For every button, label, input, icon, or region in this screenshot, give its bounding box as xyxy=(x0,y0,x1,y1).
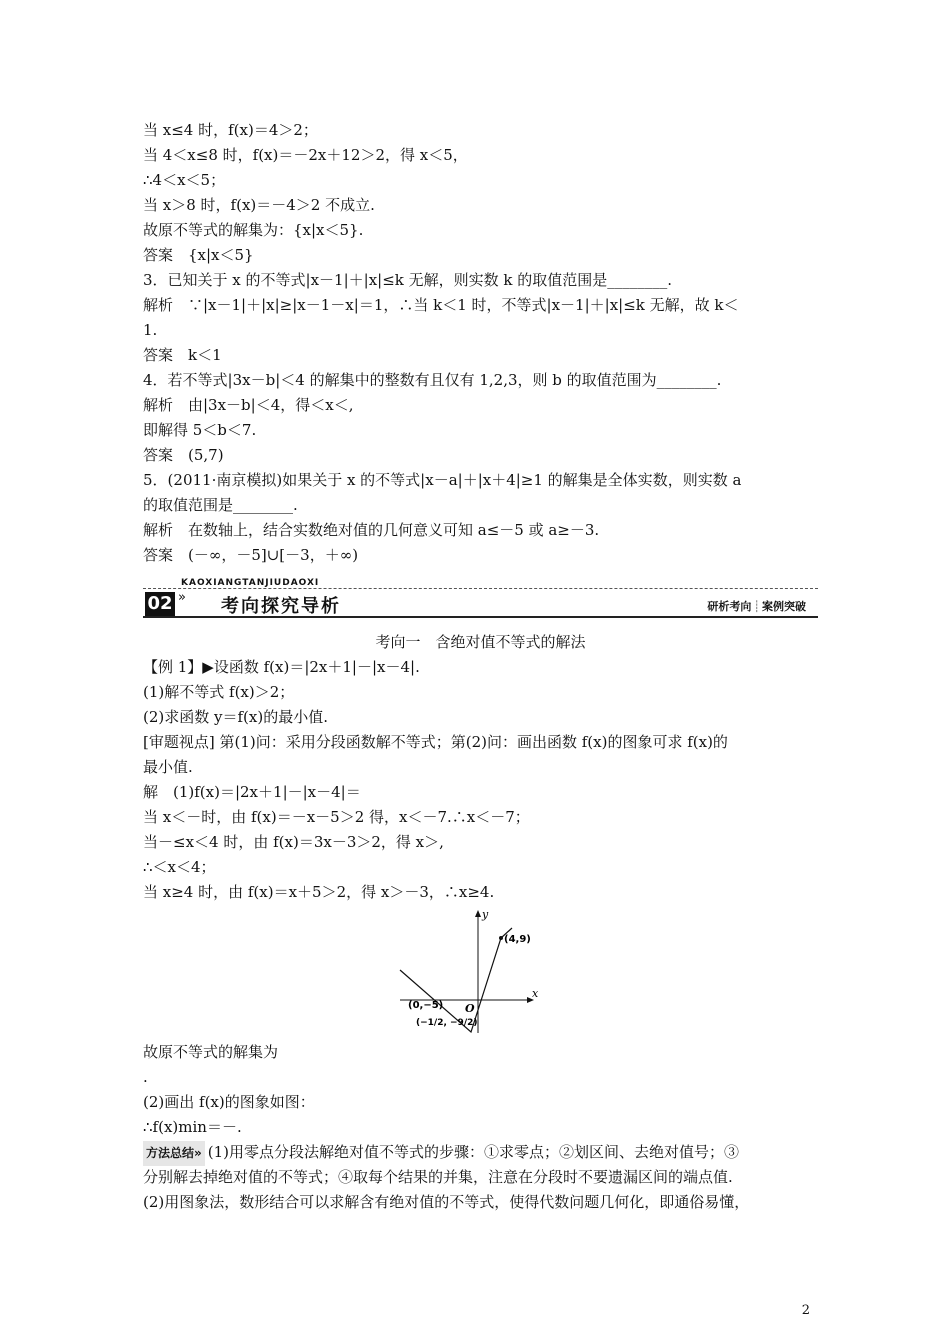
point-label: (4,9) xyxy=(504,934,531,945)
banner-right-label xyxy=(707,598,806,614)
banner-right-right: 案例突破 xyxy=(762,600,806,613)
text-block-example xyxy=(143,655,818,905)
text-line: 即解得 5＜b＜7. xyxy=(143,421,257,439)
example-title: 【例 1】▶设函数 f(x)＝|2x＋1|－|x－4|. xyxy=(143,658,420,676)
text-line: (1)解不等式 f(x)＞2； xyxy=(143,683,295,701)
method-line xyxy=(143,1140,818,1165)
section-banner xyxy=(143,580,818,620)
method-line: (2)用图象法，数形结合可以求解含有绝对值的不等式，使得代数问题几何化，即通俗易懂， xyxy=(143,1193,750,1211)
text-line: 当 x＜－时，由 f(x)＝－x－5＞2 得，x＜－7.∴x＜－7； xyxy=(143,808,530,826)
banner-right-left: 研析考向 xyxy=(707,600,752,613)
question-line: 5．(2011·南京模拟)如果关于 x 的不等式|x－a|＋|x＋4|≥1 的解集是全体实数，则实数 a xyxy=(143,471,742,489)
text-line: 故原不等式的解集为：{x|x＜5}. xyxy=(143,221,364,239)
section-heading: 考向一 含绝对值不等式的解法 xyxy=(375,633,586,651)
point-label: (0,−5) xyxy=(408,1000,444,1011)
text-line: 1. xyxy=(143,321,158,339)
banner-dashed-rule xyxy=(143,588,818,589)
text-line: 的取值范围是________. xyxy=(143,496,298,514)
text-line: 当 4＜x≤8 时，f(x)＝－2x＋12＞2，得 x＜5， xyxy=(143,146,468,164)
graph-line xyxy=(400,928,512,1032)
method-text: (1)用零点分段法解绝对值不等式的步骤：①求零点；②划区间、去绝对值号；③ xyxy=(207,1143,740,1161)
page-number: 2 xyxy=(801,1303,810,1318)
answer-line: 答案 (5,7) xyxy=(143,446,224,464)
text-block-top xyxy=(143,118,818,568)
text-line: [审题视点] 第(1)问：采用分段函数解不等式；第(2)问：画出函数 f(x)的图象可求 f(x)的 xyxy=(143,733,728,751)
text-line: 当 x≥4 时，由 f(x)＝x＋5＞2，得 x＞－3，∴x≥4. xyxy=(143,883,495,901)
text-line: 最小值. xyxy=(143,758,193,776)
text-line: 解析 ∵|x－1|＋|x|≥|x－1－x|＝1，∴当 k＜1 时，不等式|x－1|＋|x|≤k 无解，故 k＜ xyxy=(143,296,739,314)
origin-label: O xyxy=(465,1002,475,1015)
text-line: (2)求函数 y＝f(x)的最小值. xyxy=(143,708,328,726)
y-axis-label: y xyxy=(482,908,489,921)
method-line: 分别解去掉绝对值的不等式；④取每个结果的并集，注意在分段时不要遗漏区间的端点值. xyxy=(143,1168,733,1186)
banner-title: 考向探究导析 xyxy=(221,596,341,617)
answer-line: 答案 k＜1 xyxy=(143,346,222,364)
answer-line: 答案 {x|x＜5} xyxy=(143,246,254,264)
question-line: 3．已知关于 x 的不等式|x－1|＋|x|≤k 无解，则实数 k 的取值范围是________. xyxy=(143,271,673,289)
method-summary-tag: 方法总结» xyxy=(143,1141,205,1166)
banner-bottom-rule xyxy=(143,616,818,618)
y-axis-arrow-icon xyxy=(475,910,481,917)
text-line: . xyxy=(143,1068,148,1086)
function-graph xyxy=(390,908,550,1033)
text-line: ∴f(x)min＝－. xyxy=(143,1118,242,1136)
point-label: (−1/2, −9/2) xyxy=(416,1018,478,1028)
graph-point xyxy=(499,936,503,940)
text-line: 解析 在数轴上，结合实数绝对值的几何意义可知 a≤－5 或 a≥－3. xyxy=(143,521,600,539)
question-line: 4．若不等式|3x－b|＜4 的解集中的整数有且仅有 1,2,3，则 b 的取值范围为________. xyxy=(143,371,722,389)
text-line: ∴4＜x＜5； xyxy=(143,171,226,189)
answer-line: 答案 (－∞，－5]∪[－3，＋∞) xyxy=(143,546,359,564)
text-block-bottom xyxy=(143,1040,818,1215)
text-line: 解析 由|3x－b|＜4，得＜x＜, xyxy=(143,396,354,414)
text-line: (2)画出 f(x)的图象如图： xyxy=(143,1093,315,1111)
text-line: 当 x≤4 时，f(x)＝4＞2； xyxy=(143,121,318,139)
double-chevron-icon: » xyxy=(178,590,186,605)
text-line: 故原不等式的解集为 xyxy=(143,1043,279,1061)
banner-separator: ┊ xyxy=(753,600,760,613)
text-line: 当－≤x＜4 时，由 f(x)＝3x－3＞2，得 x＞, xyxy=(143,833,444,851)
text-line: ∴＜x＜4； xyxy=(143,858,216,876)
text-line: 当 x＞8 时，f(x)＝－4＞2 不成立. xyxy=(143,196,375,214)
text-line: 解 (1)f(x)＝|2x＋1|－|x－4|＝ xyxy=(143,783,361,801)
section-number-badge: 02 xyxy=(145,592,175,616)
x-axis-label: x xyxy=(532,987,539,1000)
banner-pinyin: KAOXIANGTANJIUDAOXI xyxy=(181,578,320,588)
